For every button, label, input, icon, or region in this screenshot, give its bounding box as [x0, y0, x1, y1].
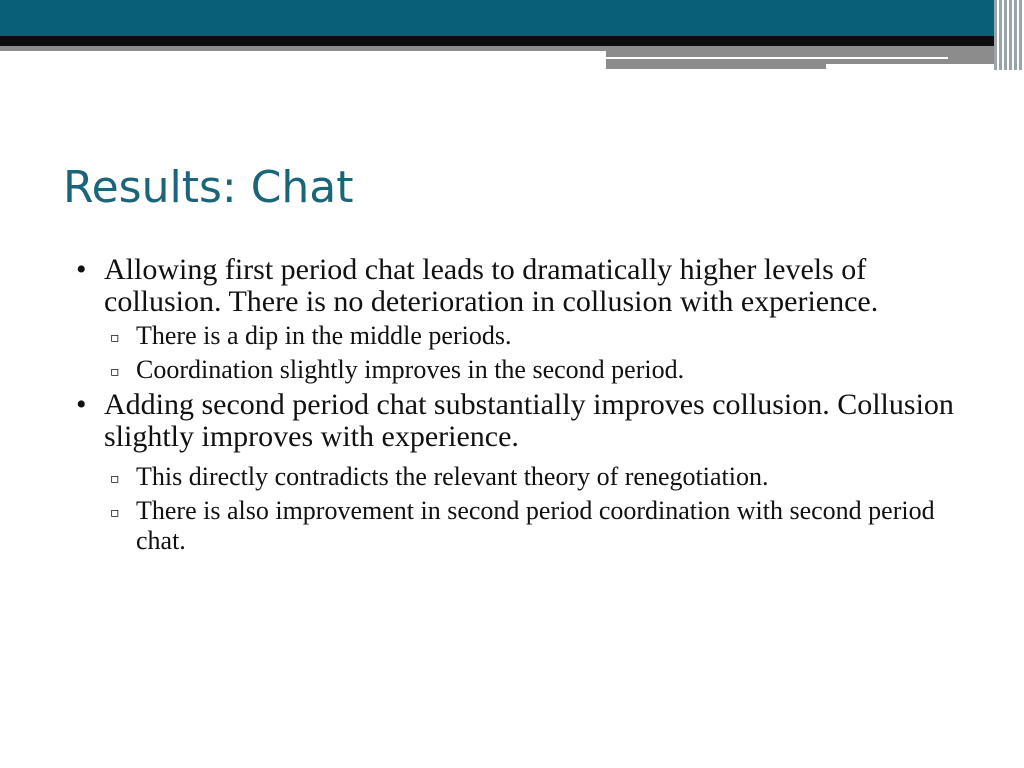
bullet-dot-icon: • [76, 388, 87, 421]
sub-bullet-item [70, 496, 970, 556]
slide-title: Results: Chat [63, 162, 354, 213]
header-band-black [0, 36, 1024, 46]
sub-bullet-item [70, 321, 970, 351]
sub-bullet-square-icon: ▫ [110, 330, 120, 346]
sub-bullet-item [70, 462, 970, 492]
header-stripes [994, 0, 1024, 70]
header-band-teal [0, 0, 1024, 36]
sub-bullet-square-icon: ▫ [110, 471, 120, 487]
bullet-item [70, 389, 970, 453]
bullet-dot-icon: • [76, 253, 87, 286]
bullet-item [70, 254, 970, 318]
header-band-right-gray [606, 46, 1006, 64]
sub-bullet-square-icon: ▫ [110, 505, 120, 521]
sub-bullet-item [70, 355, 970, 385]
sub-bullet-square-icon: ▫ [110, 364, 120, 380]
bullet-text: Adding second period chat substantially improves collusion. Collusion slightly improves with experience. [104, 388, 954, 453]
header-band-lower-gray [606, 64, 826, 69]
sub-bullet-text: There is a dip in the middle periods. [136, 321, 512, 350]
sub-bullet-text: Coordination slightly improves in the second period. [136, 355, 685, 384]
header-band-white-line [606, 57, 948, 59]
sub-bullet-text: This directly contradicts the relevant theory of renegotiation. [136, 462, 769, 491]
sub-bullet-text: There is also improvement in second period coordination with second period chat. [136, 496, 935, 555]
bullet-list [70, 254, 970, 560]
bullet-text: Allowing first period chat leads to dramatically higher levels of collusion. There is no deterioration in collusion with experience. [104, 253, 879, 318]
